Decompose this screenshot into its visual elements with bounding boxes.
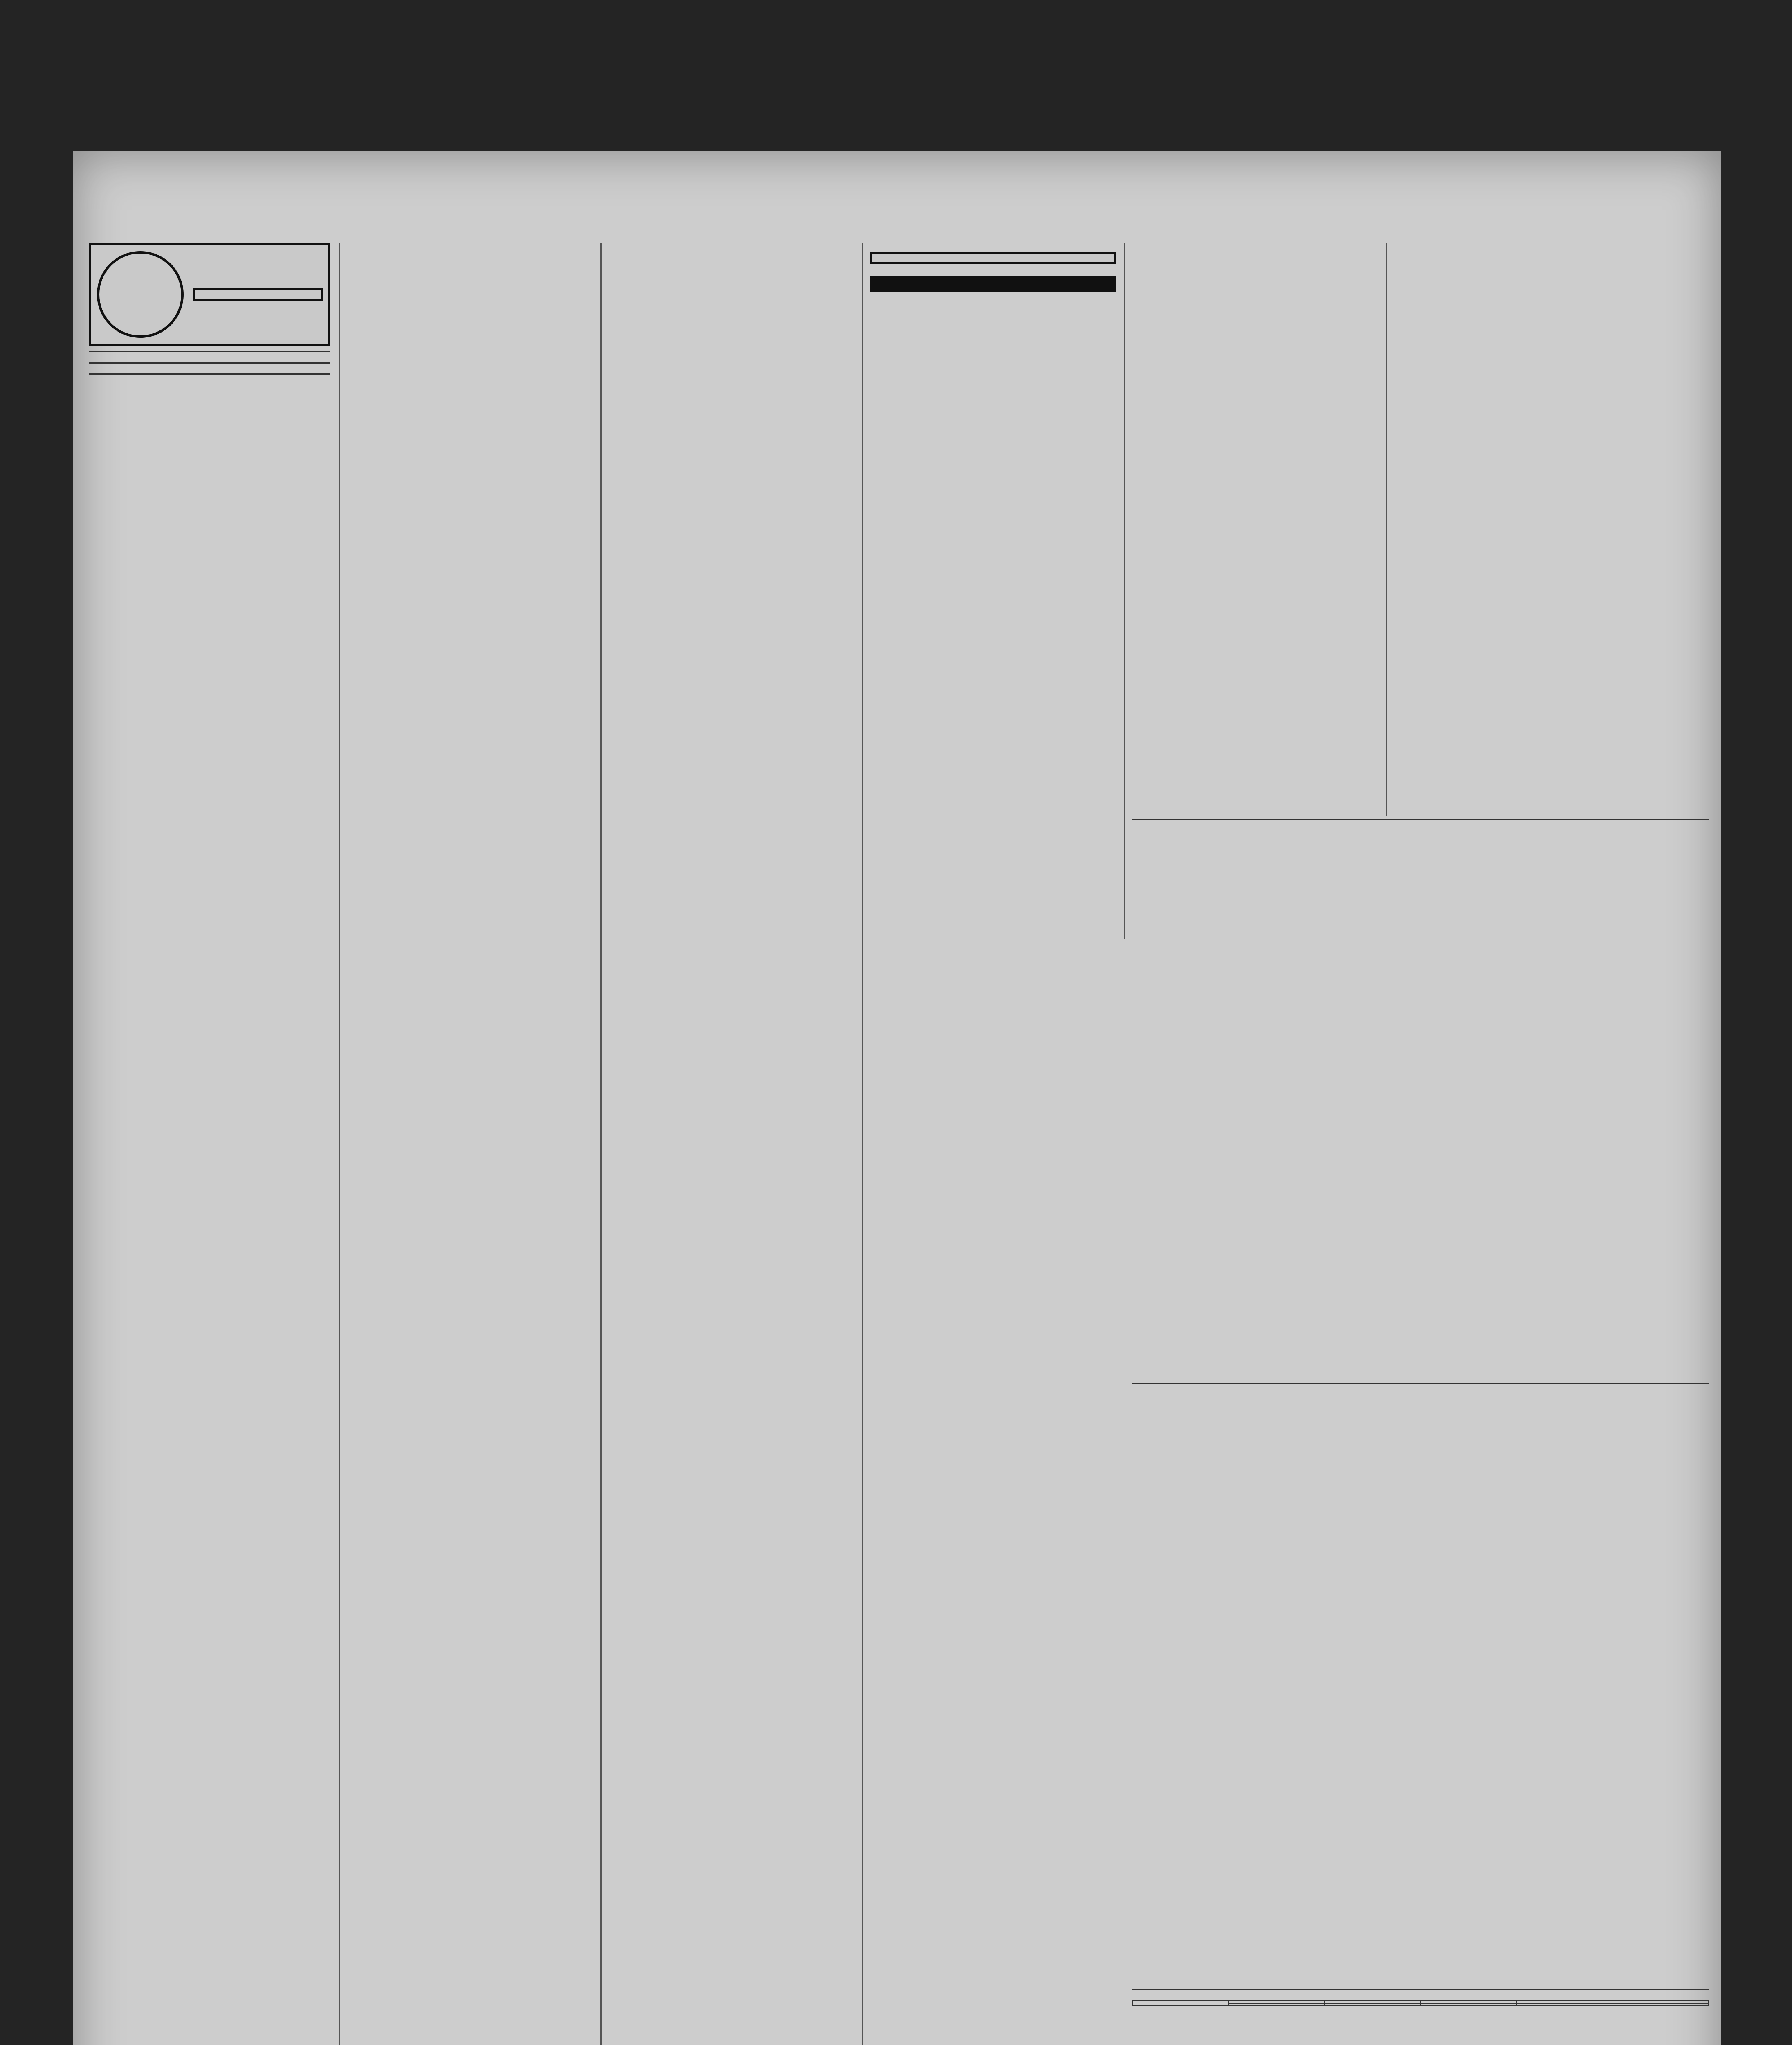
column-rule: [1124, 243, 1125, 939]
association-seal: [97, 251, 184, 338]
divider: [89, 373, 330, 375]
table-cell: [1516, 2003, 1612, 2006]
pflicht-columns: [1132, 826, 1709, 829]
table-cell: [1612, 2003, 1708, 2006]
column-rule: [862, 243, 863, 2045]
column-3: [609, 243, 854, 2045]
castoria-advertisement: [870, 252, 1116, 264]
foreign-markets-table: [1132, 2000, 1709, 2006]
wheat-prices-section: [1132, 1984, 1709, 2045]
seeopfer-right: [1426, 1389, 1709, 1395]
seeopfer-section: [1132, 1378, 1709, 1971]
column-rule: [600, 243, 602, 2045]
the-fair-advertisement: [870, 276, 1116, 292]
divider: [89, 362, 330, 364]
association-title: [193, 288, 323, 301]
table-cell: [1324, 2003, 1420, 2006]
seeopfer-left: [1132, 1389, 1414, 1395]
peps-advertisement: [1488, 243, 1709, 808]
column-1: [89, 243, 330, 2045]
column-rule: [339, 243, 340, 2045]
column-2: [347, 243, 592, 2045]
divider: [89, 351, 330, 352]
pflicht-section: [1132, 814, 1709, 1378]
divider: [1132, 1383, 1709, 1384]
divider: [1132, 1989, 1709, 1990]
table-cell: [1132, 2001, 1228, 2006]
column-rule: [1386, 243, 1387, 816]
table-cell: [1228, 2003, 1325, 2006]
divider: [1132, 819, 1709, 820]
newspaper-page: [73, 151, 1721, 2045]
table-cell: [1420, 2003, 1516, 2006]
column-4: [870, 243, 1116, 2045]
seeopfer-columns: [1132, 1389, 1709, 1395]
association-banner: [89, 243, 330, 346]
